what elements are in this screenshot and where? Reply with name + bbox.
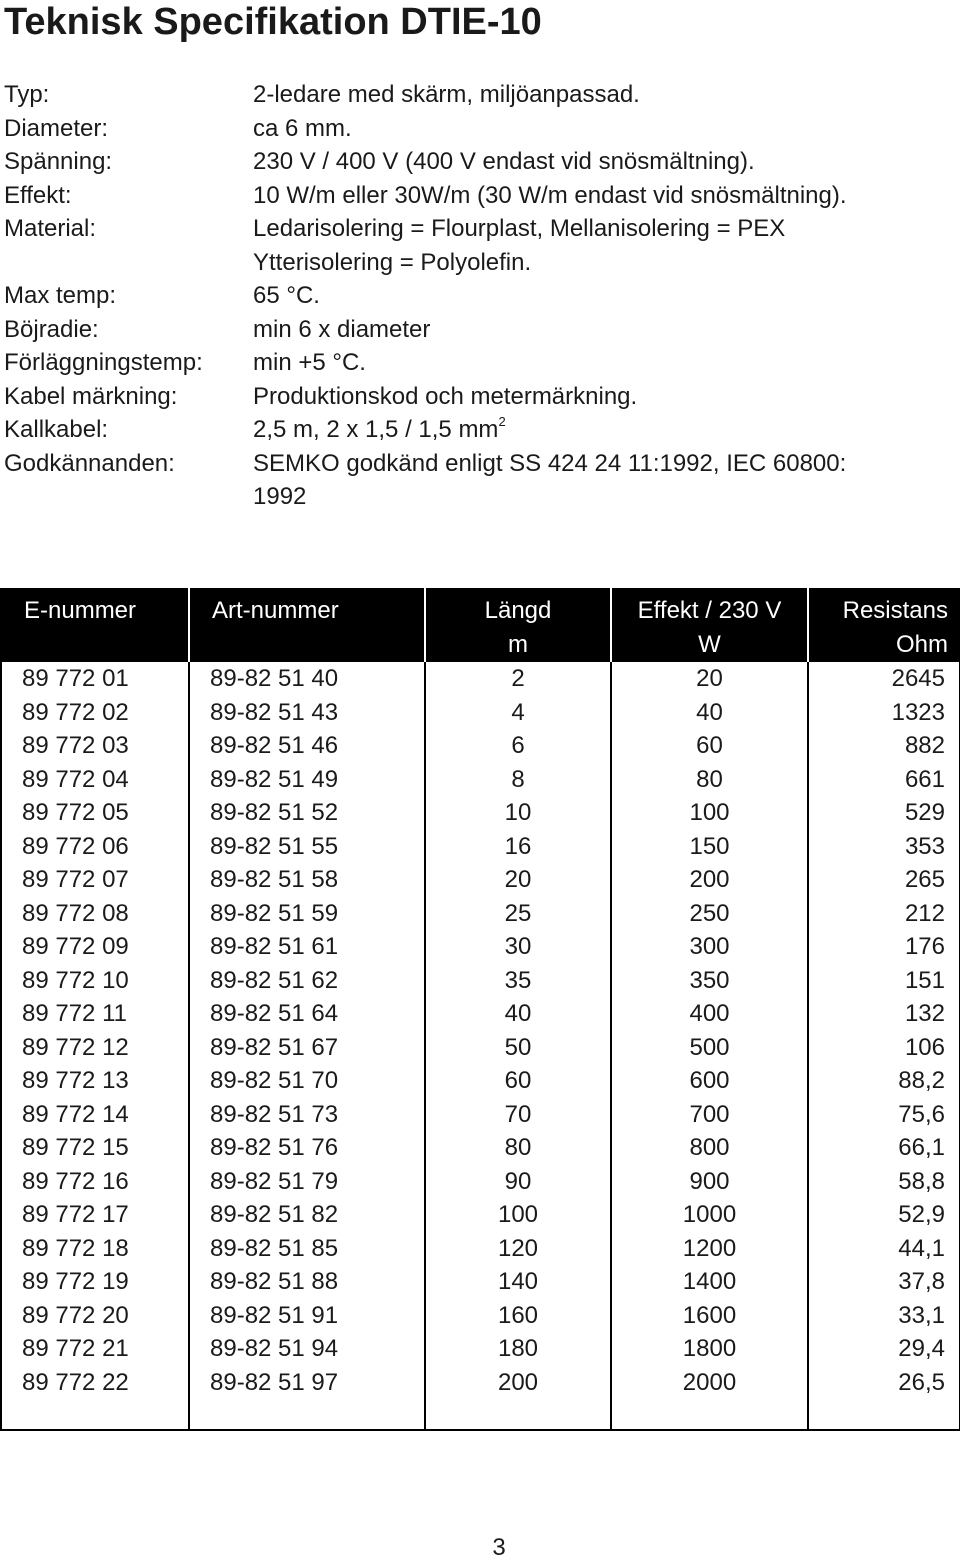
- product-table-container: [0, 588, 959, 1431]
- spec-value-line: [253, 313, 954, 347]
- cell-e-nummer: 89 772 09: [1, 930, 189, 964]
- cell-resistans: 151: [808, 964, 960, 998]
- spec-value: [253, 279, 954, 313]
- page-number: 3: [492, 1534, 506, 1561]
- spec-value-line: [253, 279, 954, 313]
- cell-art-nummer: 89-82 51 64: [189, 997, 425, 1031]
- cell-e-nummer: 89 772 01: [1, 662, 189, 696]
- cell-resistans: 29,4: [808, 1332, 960, 1366]
- spec-list: [4, 78, 954, 514]
- page-title: Teknisk Specifikation DTIE-10: [4, 1, 542, 43]
- table-bottom-spacer: [1, 1399, 960, 1430]
- cell-art-nummer: 89-82 51 73: [189, 1098, 425, 1132]
- cell-langd: 50: [425, 1031, 611, 1065]
- header-art-nummer: Art-nummer: [189, 588, 425, 662]
- table-row: [1, 1031, 960, 1065]
- spec-label: Kabel märkning:: [4, 382, 178, 410]
- spec-row: [4, 112, 954, 146]
- table-row: [1, 863, 960, 897]
- spacer-cell: [189, 1399, 425, 1430]
- table-row: [1, 1198, 960, 1232]
- cell-resistans: 1323: [808, 696, 960, 730]
- cell-e-nummer: 89 772 04: [1, 763, 189, 797]
- cell-resistans: 106: [808, 1031, 960, 1065]
- spec-value-text: ca 6 mm.: [253, 114, 352, 142]
- cell-langd: 8: [425, 763, 611, 797]
- cell-e-nummer: 89 772 19: [1, 1265, 189, 1299]
- spec-label: Godkännanden:: [4, 449, 175, 477]
- cell-resistans: 265: [808, 863, 960, 897]
- spec-row: [4, 179, 954, 213]
- cell-art-nummer: 89-82 51 91: [189, 1299, 425, 1333]
- cell-art-nummer: 89-82 51 59: [189, 897, 425, 931]
- cell-resistans: 52,9: [808, 1198, 960, 1232]
- cell-effekt: 900: [611, 1165, 808, 1199]
- cell-langd: 180: [425, 1332, 611, 1366]
- spec-row: [4, 313, 954, 347]
- table-header-row: [1, 588, 960, 662]
- spec-label: Max temp:: [4, 282, 117, 309]
- cell-langd: 20: [425, 863, 611, 897]
- cell-effekt: 300: [611, 930, 808, 964]
- cell-effekt: 80: [611, 763, 808, 797]
- cell-effekt: 2000: [611, 1366, 808, 1400]
- spec-row: [4, 413, 954, 447]
- cell-art-nummer: 89-82 51 88: [189, 1265, 425, 1299]
- spec-value-text: min +5 °C.: [253, 349, 366, 376]
- table-row: [1, 964, 960, 998]
- cell-langd: 10: [425, 796, 611, 830]
- cell-art-nummer: 89-82 51 76: [189, 1131, 425, 1165]
- spec-value-text: SEMKO godkänd enligt SS 424 24 11:1992, IEC 60800:: [253, 449, 847, 477]
- cell-langd: 90: [425, 1165, 611, 1199]
- cell-resistans: 88,2: [808, 1064, 960, 1098]
- cell-effekt: 250: [611, 897, 808, 931]
- spec-value-line: [253, 145, 954, 179]
- table-body: [1, 662, 960, 1430]
- cell-langd: 120: [425, 1232, 611, 1266]
- cell-art-nummer: 89-82 51 67: [189, 1031, 425, 1065]
- spec-value: [253, 313, 954, 347]
- cell-e-nummer: 89 772 05: [1, 796, 189, 830]
- cell-art-nummer: 89-82 51 94: [189, 1332, 425, 1366]
- table-row: [1, 930, 960, 964]
- cell-resistans: 661: [808, 763, 960, 797]
- spec-label: Spänning:: [4, 148, 113, 175]
- cell-art-nummer: 89-82 51 49: [189, 763, 425, 797]
- cell-art-nummer: 89-82 51 62: [189, 964, 425, 998]
- cell-e-nummer: 89 772 08: [1, 897, 189, 931]
- cell-e-nummer: 89 772 16: [1, 1165, 189, 1199]
- cell-effekt: 1200: [611, 1232, 808, 1266]
- product-table: [0, 588, 960, 1431]
- cell-resistans: 2645: [808, 662, 960, 696]
- table-row: [1, 1064, 960, 1098]
- spec-value-text: 2-ledare med skärm, miljöanpassad.: [253, 81, 640, 108]
- spec-row: [4, 279, 954, 313]
- cell-langd: 40: [425, 997, 611, 1031]
- cell-langd: 70: [425, 1098, 611, 1132]
- spec-value-text: 10 W/m eller 30W/m (30 W/m endast vid snösmältning).: [253, 181, 847, 209]
- cell-art-nummer: 89-82 51 52: [189, 796, 425, 830]
- cell-langd: 140: [425, 1265, 611, 1299]
- cell-art-nummer: 89-82 51 58: [189, 863, 425, 897]
- cell-resistans: 58,8: [808, 1165, 960, 1199]
- cell-art-nummer: 89-82 51 70: [189, 1064, 425, 1098]
- table-row: [1, 1232, 960, 1266]
- spec-value-text: 230 V / 400 V (400 V endast vid snösmältning).: [253, 148, 755, 175]
- cell-effekt: 400: [611, 997, 808, 1031]
- table-row: [1, 830, 960, 864]
- cell-e-nummer: 89 772 13: [1, 1064, 189, 1098]
- spacer-cell: [425, 1399, 611, 1430]
- table-row: [1, 662, 960, 696]
- table-row: [1, 897, 960, 931]
- cell-art-nummer: 89-82 51 97: [189, 1366, 425, 1400]
- spec-value: [253, 179, 954, 213]
- cell-resistans: 176: [808, 930, 960, 964]
- spec-label: Böjradie:: [4, 315, 99, 343]
- spec-label: Diameter:: [4, 114, 109, 142]
- spec-value: [253, 380, 954, 414]
- cell-effekt: 1400: [611, 1265, 808, 1299]
- cell-effekt: 60: [611, 729, 808, 763]
- cell-art-nummer: 89-82 51 46: [189, 729, 425, 763]
- cell-e-nummer: 89 772 02: [1, 696, 189, 730]
- cell-resistans: 37,8: [808, 1265, 960, 1299]
- cell-effekt: 350: [611, 964, 808, 998]
- cell-langd: 100: [425, 1198, 611, 1232]
- spec-value: [253, 212, 954, 279]
- cell-resistans: 33,1: [808, 1299, 960, 1333]
- spec-value-text: Produktionskod och metermärkning.: [253, 382, 638, 410]
- table-row: [1, 1265, 960, 1299]
- cell-resistans: 75,6: [808, 1098, 960, 1132]
- cell-art-nummer: 89-82 51 82: [189, 1198, 425, 1232]
- cell-langd: 25: [425, 897, 611, 931]
- cell-langd: 30: [425, 930, 611, 964]
- spec-label: Material:: [4, 215, 97, 242]
- spec-value-line: [253, 212, 954, 246]
- cell-effekt: 200: [611, 863, 808, 897]
- cell-resistans: 44,1: [808, 1232, 960, 1266]
- spacer-cell: [808, 1399, 960, 1430]
- spec-value-line: [253, 78, 954, 112]
- spec-label: Kallkabel:: [4, 416, 109, 443]
- spec-value-text: min 6 x diameter: [253, 315, 431, 343]
- spec-value: [253, 112, 954, 146]
- cell-e-nummer: 89 772 21: [1, 1332, 189, 1366]
- cell-e-nummer: 89 772 22: [1, 1366, 189, 1400]
- table-row: [1, 696, 960, 730]
- spec-value: [253, 447, 954, 514]
- table-row: [1, 1165, 960, 1199]
- table-row: [1, 1098, 960, 1132]
- cell-effekt: 150: [611, 830, 808, 864]
- cell-effekt: 600: [611, 1064, 808, 1098]
- table-row: [1, 763, 960, 797]
- cell-art-nummer: 89-82 51 40: [189, 662, 425, 696]
- spec-value-text: Ytterisolering = Polyolefin.: [253, 248, 532, 276]
- cell-effekt: 40: [611, 696, 808, 730]
- spec-value-line: [253, 346, 954, 380]
- spec-row: [4, 145, 954, 179]
- cell-langd: 80: [425, 1131, 611, 1165]
- spec-label: Typ:: [4, 81, 50, 108]
- spec-value-line: [253, 179, 954, 213]
- spec-value: [253, 346, 954, 380]
- cell-e-nummer: 89 772 07: [1, 863, 189, 897]
- table-row: [1, 729, 960, 763]
- cell-e-nummer: 89 772 14: [1, 1098, 189, 1132]
- cell-resistans: 66,1: [808, 1131, 960, 1165]
- cell-resistans: 212: [808, 897, 960, 931]
- cell-effekt: 20: [611, 662, 808, 696]
- cell-effekt: 100: [611, 796, 808, 830]
- cell-langd: 160: [425, 1299, 611, 1333]
- table-row: [1, 1299, 960, 1333]
- spec-label: Förläggningstemp:: [4, 349, 203, 376]
- cell-resistans: 353: [808, 830, 960, 864]
- cell-e-nummer: 89 772 03: [1, 729, 189, 763]
- spacer-cell: [611, 1399, 808, 1430]
- cell-e-nummer: 89 772 18: [1, 1232, 189, 1266]
- spec-value-text: 65 °C.: [253, 282, 320, 309]
- spec-value-line: [253, 112, 954, 146]
- spec-label: Effekt:: [4, 181, 72, 209]
- spec-superscript: 2: [498, 414, 506, 429]
- cell-langd: 35: [425, 964, 611, 998]
- spec-row: [4, 447, 954, 514]
- cell-effekt: 800: [611, 1131, 808, 1165]
- spec-value-text: 1992: [253, 483, 307, 510]
- cell-resistans: 529: [808, 796, 960, 830]
- header-langd: Längd m: [425, 588, 611, 662]
- cell-effekt: 1000: [611, 1198, 808, 1232]
- cell-art-nummer: 89-82 51 43: [189, 696, 425, 730]
- table-row: [1, 1131, 960, 1165]
- spec-value-text: Ledarisolering = Flourplast, Mellanisolering = PEX: [253, 215, 786, 242]
- spec-value-line: [253, 380, 954, 414]
- cell-effekt: 1800: [611, 1332, 808, 1366]
- table-row: [1, 997, 960, 1031]
- spec-value-line: [253, 246, 954, 280]
- spec-row: [4, 346, 954, 380]
- table-row: [1, 796, 960, 830]
- cell-resistans: 132: [808, 997, 960, 1031]
- spec-value-line: [253, 480, 954, 514]
- spec-value: [253, 413, 954, 447]
- cell-e-nummer: 89 772 11: [1, 997, 189, 1031]
- spec-value-text: 2,5 m, 2 x 1,5 / 1,5 mm: [253, 416, 499, 443]
- cell-art-nummer: 89-82 51 85: [189, 1232, 425, 1266]
- cell-langd: 6: [425, 729, 611, 763]
- cell-langd: 4: [425, 696, 611, 730]
- cell-e-nummer: 89 772 17: [1, 1198, 189, 1232]
- cell-langd: 200: [425, 1366, 611, 1400]
- table-row: [1, 1332, 960, 1366]
- spec-row: [4, 380, 954, 414]
- spec-row: [4, 78, 954, 112]
- cell-e-nummer: 89 772 12: [1, 1031, 189, 1065]
- header-resistans: Resistans Ohm: [808, 588, 960, 662]
- cell-art-nummer: 89-82 51 61: [189, 930, 425, 964]
- cell-langd: 60: [425, 1064, 611, 1098]
- cell-effekt: 500: [611, 1031, 808, 1065]
- spec-row: [4, 212, 954, 279]
- spec-value-line: [253, 447, 954, 481]
- cell-langd: 2: [425, 662, 611, 696]
- cell-e-nummer: 89 772 10: [1, 964, 189, 998]
- spec-value: [253, 145, 954, 179]
- cell-art-nummer: 89-82 51 55: [189, 830, 425, 864]
- cell-resistans: 26,5: [808, 1366, 960, 1400]
- cell-langd: 16: [425, 830, 611, 864]
- cell-resistans: 882: [808, 729, 960, 763]
- header-e-nummer: E-nummer: [1, 588, 189, 662]
- spec-value-line: [253, 413, 954, 447]
- cell-effekt: 700: [611, 1098, 808, 1132]
- cell-e-nummer: 89 772 20: [1, 1299, 189, 1333]
- spec-value: [253, 78, 954, 112]
- header-effekt: Effekt / 230 V W: [611, 588, 808, 662]
- cell-e-nummer: 89 772 15: [1, 1131, 189, 1165]
- cell-art-nummer: 89-82 51 79: [189, 1165, 425, 1199]
- table-row: [1, 1366, 960, 1400]
- cell-e-nummer: 89 772 06: [1, 830, 189, 864]
- spacer-cell: [1, 1399, 189, 1430]
- cell-effekt: 1600: [611, 1299, 808, 1333]
